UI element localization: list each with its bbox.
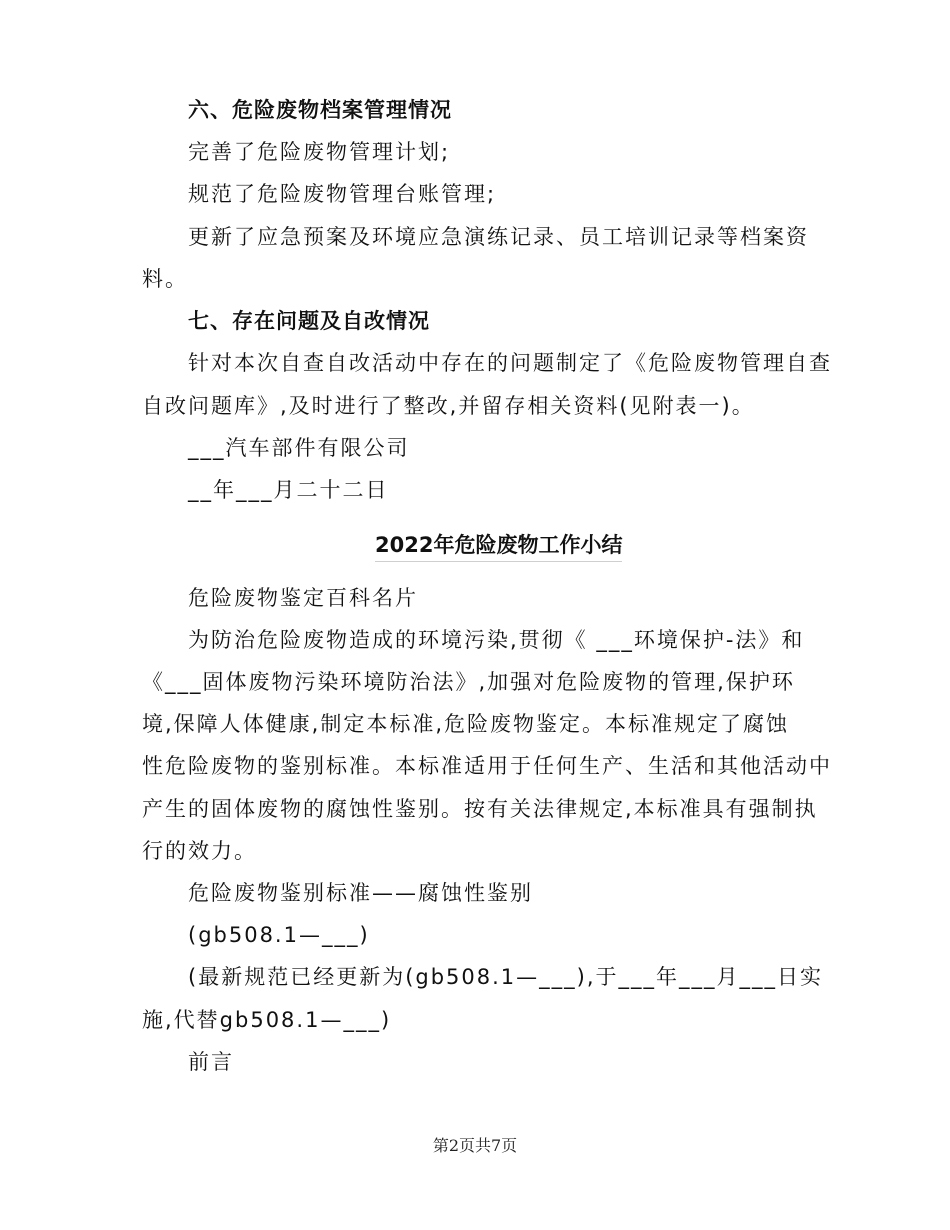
section-6-item-3-cont: 料。 [142, 267, 188, 291]
section-6-item-1: 完善了危险废物管理计划; [188, 140, 451, 164]
signature-date: __年___月二十二日 [188, 478, 389, 502]
para-1-line-5: 产生的固体废物的腐蚀性鉴别。按有关法律规定,本标准具有强制执 [142, 797, 818, 821]
page-number-footer: 第2页共7页 [432, 1136, 518, 1155]
update-note-line-2: 施,代替gb508.1—___) [142, 1008, 392, 1032]
para-1-line-2: 《___固体废物污染环境防治法》,加强对危险废物的管理,保护环 [142, 670, 795, 694]
para-1-line-3: 境,保障人体健康,制定本标准,危险废物鉴定。本标准规定了腐蚀 [142, 712, 790, 736]
standard-name: 危险废物鉴别标准——腐蚀性鉴别 [188, 881, 533, 905]
section-6-item-2: 规范了危险废物管理台账管理; [188, 182, 497, 206]
section-7-body-line-2: 自改问题库》,及时进行了整改,并留存相关资料(见附表一)。 [142, 394, 755, 418]
company-name: ___汽车部件有限公司 [188, 436, 410, 460]
section-7-heading: 七、存在问题及自改情况 [188, 309, 430, 333]
para-1-line-4: 性危险废物的鉴别标准。本标准适用于任何生产、生活和其他活动中 [142, 754, 832, 778]
standard-code: (gb508.1—___) [188, 923, 370, 947]
para-1-line-6: 行的效力。 [142, 839, 257, 863]
section-6-item-3: 更新了应急预案及环境应急演练记录、员工培训记录等档案资 [188, 225, 809, 249]
update-note-line-1: (最新规范已经更新为(gb508.1—___),于___年___月___日实 [188, 965, 824, 989]
para-1-line-1: 为防治危险废物造成的环境污染,贯彻《 ___环境保护-法》和 [188, 628, 805, 652]
section-6-heading: 六、危险废物档案管理情况 [188, 98, 452, 122]
preface-heading: 前言 [188, 1050, 234, 1074]
document-title: 2022年危险废物工作小结 [375, 531, 622, 562]
intro-line: 危险废物鉴定百科名片 [188, 586, 418, 610]
section-7-body-line-1: 针对本次自查自改活动中存在的问题制定了《危险废物管理自查 [188, 351, 832, 375]
